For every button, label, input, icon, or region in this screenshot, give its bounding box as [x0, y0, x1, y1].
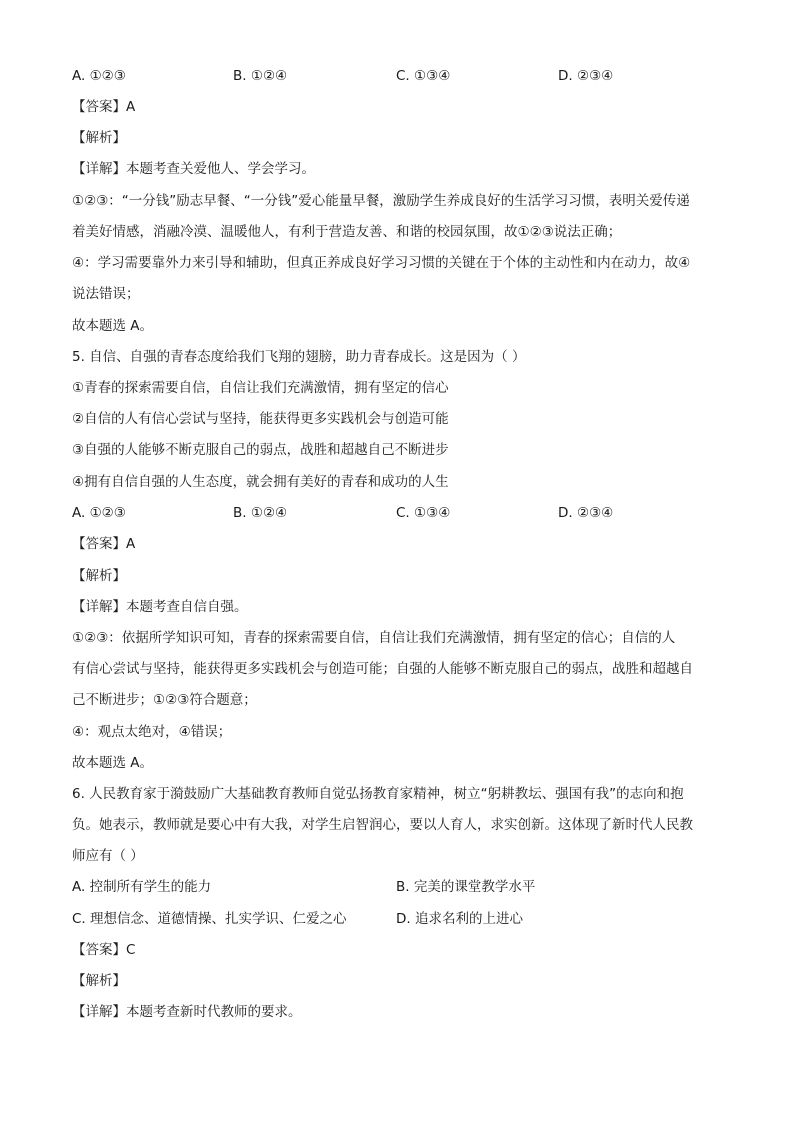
q5-option-d: D. ②③④ — [558, 505, 614, 521]
q6-option-b: B. 完美的课堂教学水平 — [396, 879, 536, 895]
q5-conclusion: 故本题选 A。 — [72, 755, 154, 771]
q5-explanation-line: 有信心尝试与坚持，能获得更多实践机会与创造可能；自强的人能够不断克服自己的弱点，战胜和超越自 — [72, 661, 693, 677]
q6-stem-line: 负。她表示，教师就是要心中有大我，对学生启智润心，要以人育人，求实创新。这体现了新时代人民教 — [72, 817, 693, 833]
q5-option-a: A. ①②③ — [72, 505, 126, 521]
q4-option-c: C. ①③④ — [396, 68, 451, 84]
q4-detail: 【详解】本题考查关爱他人、学会学习。 — [72, 161, 315, 177]
q5-stem: 5. 自信、自强的青春态度给我们飞翔的翅膀，助力青春成长。这是因为（ ） — [72, 349, 526, 365]
q4-conclusion: 故本题选 A。 — [72, 318, 154, 334]
q5-option-c: C. ①③④ — [396, 505, 451, 521]
q4-option-d: D. ②③④ — [558, 68, 614, 84]
q5-explanation-line: 己不断进步；①②③符合题意； — [72, 692, 257, 708]
q6-option-c: C. 理想信念、道德情操、扎实学识、仁爱之心 — [72, 911, 347, 927]
q5-detail: 【详解】本题考查自信自强。 — [72, 599, 248, 615]
q4-explanation-line: 说法错误； — [72, 286, 140, 302]
q4-option-b: B. ①②④ — [233, 68, 288, 84]
q5-item-1: ①青春的探索需要自信，自信让我们充满激情，拥有坚定的信心 — [72, 380, 449, 396]
q4-explanation-line: ①②③：“一分钱”励志早餐、“一分钱”爱心能量早餐，激励学生养成良好的生活学习习惯，表明关爱传递 — [72, 193, 690, 209]
q5-explanation-line: ①②③：依据所学知识可知，青春的探索需要自信，自信让我们充满激情，拥有坚定的信心；自信的人 — [72, 630, 676, 646]
q6-option-d: D. 追求名利的上进心 — [396, 911, 523, 927]
q5-analysis-label: 【解析】 — [72, 568, 126, 584]
q5-explanation-line: ④：观点太绝对，④错误； — [72, 724, 232, 740]
q4-analysis-label: 【解析】 — [72, 130, 126, 146]
q6-stem-line: 6. 人民教育家于漪鼓励广大基础教育教师自觉弘扬教育家精神，树立“躬耕教坛、强国有我”的志向和抱 — [72, 786, 684, 802]
q6-answer: 【答案】C — [72, 942, 136, 958]
q5-item-4: ④拥有自信自强的人生态度，就会拥有美好的青春和成功的人生 — [72, 474, 449, 490]
q5-answer: 【答案】A — [72, 536, 136, 552]
q5-item-3: ③自强的人能够不断克服自己的弱点，战胜和超越自己不断进步 — [72, 442, 449, 458]
q4-explanation-line: ④：学习需要靠外力来引导和辅助，但真正养成良好学习习惯的关键在于个体的主动性和内在动力，故④ — [72, 255, 691, 271]
q4-answer: 【答案】A — [72, 99, 136, 115]
q4-option-a: A. ①②③ — [72, 68, 126, 84]
q6-analysis-label: 【解析】 — [72, 973, 126, 989]
q5-item-2: ②自信的人有信心尝试与坚持，能获得更多实践机会与创造可能 — [72, 411, 449, 427]
q5-option-b: B. ①②④ — [233, 505, 288, 521]
q4-explanation-line: 着美好情感，消融冷漠、温暖他人，有利于营造友善、和谐的校园氛围，故①②③说法正确； — [72, 224, 622, 240]
q6-detail: 【详解】本题考查新时代教师的要求。 — [72, 1004, 302, 1020]
q6-option-a: A. 控制所有学生的能力 — [72, 879, 212, 895]
q6-stem-line: 师应有（ ） — [72, 848, 144, 864]
